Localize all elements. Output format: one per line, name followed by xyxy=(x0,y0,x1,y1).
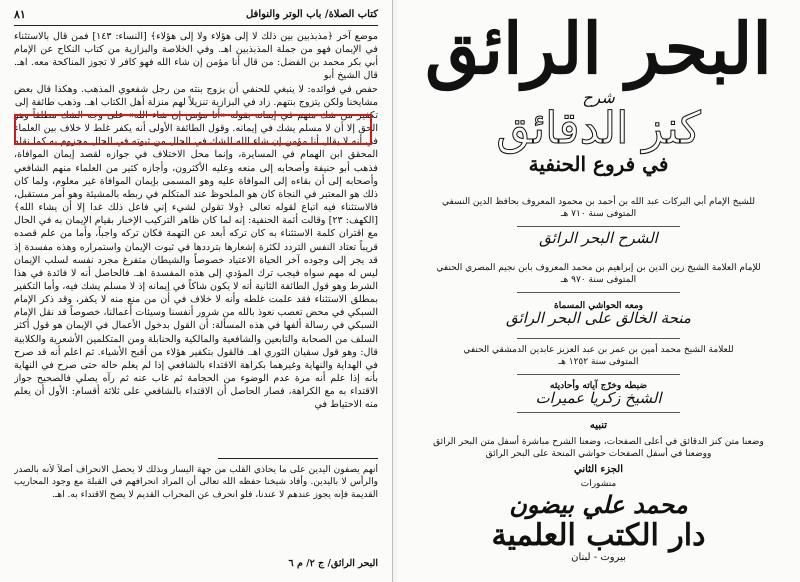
running-head xyxy=(14,7,378,26)
title-page-line: ضبطه وخرّج آياته وأحاديثه xyxy=(550,381,647,391)
title-page-line: الشرح البحر الرائق xyxy=(539,229,658,247)
book-subtitle: كنز الدقائق xyxy=(496,103,701,154)
title-page-line: الشيخ زكريا عميرات xyxy=(535,389,662,407)
title-page-line: ومعه الحواشي المسماة xyxy=(554,301,643,311)
main-text xyxy=(14,30,378,454)
separator xyxy=(517,374,680,375)
page-number: ٨١ xyxy=(14,8,26,21)
title-page-line: ووضعنا في أسفل الصفحات حواشي المنحة على البحر الرائق xyxy=(485,449,712,459)
title-page-line: للعلامة الشيخ محمد أمين بن عمر بن عبد العزيز عابدين الدمشقي الحنفي xyxy=(463,345,734,355)
title-page-line: للإمام العلامة الشيخ زين الدين بن إبراهيم بن محمد المعروف بابن نجيم المصري الحنفي xyxy=(436,263,761,273)
title-page-line: منشورات xyxy=(580,479,617,489)
title-page-line: الجزء الثاني xyxy=(574,464,623,475)
separator xyxy=(517,226,680,227)
separator xyxy=(517,412,680,413)
title-page-line: المتوفى سنة ١٢٥٢ هـ xyxy=(558,357,639,367)
right-page xyxy=(397,0,800,582)
separator xyxy=(517,338,680,339)
publisher-city: بيروت - لبنان xyxy=(571,552,626,563)
footnote: أنهم يصفون اليدين على ما يحاذي القلب من جهة اليسار وبذلك لا يحصل الانحراف أصلاً لأنه بالصدر والرأس لا باليدين. وأفاد شيخنا حفظه الله تعالى أن المراد انحرافهم في القبلة مع وجود المحاريب القديمة فإنه يجوز عندهم لا عندنا، فلو انحرف عن المحراب القديم لا يصح الاقتداء به. اهـ. xyxy=(14,465,378,500)
title-page-line: وضعنا متن كنز الدقائق في أعلى الصفحات، وضعنا الشرح مباشرة أسفل متن البحر الرائق xyxy=(433,437,764,447)
footer-signature: البحر الرائق/ ج ٢/ م ٦ xyxy=(288,558,378,569)
paragraph: تكفير من شك منهم في إيمانه بقوله «أنا مؤمن إن شاء الله» على وجه الشك مطلقاً وهو الحق إلا أن لا مسلم يشك في إيمانه. وقول الطائفة الأولى أنه يكفر غلط لا خلاف بين العلماء في أنه لا يقال أنا مؤمن إن شاء الله للشك في الحال من ثبوته في الحال مجزوم به كما نقله المحقق ابن الهمام في المسايرة، وإنما محل الاختلاف في جوازه لقصد إيمان الموافاة، فذهب أبو حنيفة وأصحابه إلى منعه وعليه الأكثرون، وأجازه كثير من العلماء منهم الشافعي وأصحابه إلى أن بقاءه إلى الموافاة عليه وهو المسمى بإيمان الموافاة غير معلوم، ولما كان ذلك هو المعتبر في النجاة كان هو الملحوظ عند المتكلم في ربطه بالمشيئة وهو أمر مستقبل، فالاستثناء فيه اتباع لقوله تعالى ﴿ولا تقولن لشيء إني فاعل ذلك غدا إلا أن يشاء الله﴾ [الكهف: ٢٣] وقالت أئمة الحنفية: إنه لما كان ظاهر التركيب الإخبار بقيام الإيمان به في الحال مع اقتران كلمة الاستثناء به كان تركه أبعد عن التهمة فكان تركه واجباً، وأما من علم قصده قريباً تعتاد النفس التردد لكثرة إشعارها بترددها في ثبوت الإيمان واستمراره وهذه مفسدة إذ قد يجر إلى وجوده آخر الحياة الاعتياد خصوصاً والشيطان متفرغ مجرد نفسه لسلب الإيمان ليس له مهم سواه فيجب ترك المؤدي إلى هذه المفسدة اهـ. فالحاصل أنه لا فائدة في هذا الشرط وهو قول الطائفة الثانية أنه لا يكون شاكاً في إيمانه إذ لا مسلم يشك فيه، وأما التكفير بمطلق الاستثناء فقد علمت غلطه وأنه لا خلاف في أن من منع منه لا يكفر، وقد ذكر الإمام السبكي في محض تعصب نعوذ بالله من شرور أنفسنا وسيئات أعمالنا، خصوصاً قد نقل الإمام السبكي في رسالة ألفها في هذه المسألة: أن القول بدخول الأعمال في الإيمان هو قول أكثر السلف من الصحابة والتابعين والشافعية والمالكية والحنابلة ومن المتكلمين الأشعرية والكلابية قال: وهو قول سفيان الثوري اهـ. فالقول بتكفير هؤلاء من أقبح الأشياء. ثم اعلم أنه قد صرح في الهداية والنهاية وغيرهما بكراهة الاقتداء بالشافعي إذا لم يعلم حاله حتى صرح في النهاية بأنه إذا علم أنه مرة عدم الوضوء من الحجامة ثم غاب عنه ثم رآه يصلي فالصحيح جواز الاقتداء به مع الكراهة، فصار الحاصل أن الاقتداء بالشافعي على ثلاثة أقسام: الأول أن يعلم منه الاحتياط في xyxy=(14,109,378,411)
title-page-line: منحة الخالق على البحر الرائق xyxy=(506,309,691,327)
publisher-house: دار الكتب العلمية xyxy=(491,518,706,553)
title-furu: في فروع الحنفية xyxy=(528,152,669,176)
footnotes xyxy=(14,464,378,556)
book-title: البحر الرائق xyxy=(425,7,772,90)
separator xyxy=(517,292,680,293)
publisher-logo xyxy=(397,486,800,566)
running-head-title: كتاب الصلاة/ باب الوتر والنوافل xyxy=(245,9,378,20)
paragraph: موضع آخر ﴿مذبذبين بين ذلك لا إلى هؤلاء ولا إلى هؤلاء﴾ [النساء: ١٤٣] فمن قال بالاستثناء في الإيمان فهو من جملة المذبذبين اهـ. وفي الخلاصة والبزازية من كتاب النكاح عن الإمام أبي بكر محمد بن الفضل: من قال أنا مؤمن إن شاء الله فهو كافر لا تجوز المناكحة معه. اهـ. قال الشيخ أبو xyxy=(14,31,378,82)
title-sharh: شرح xyxy=(582,88,615,107)
highlighted-paragraph: حفص في فوائده: لا ينبغي للحنفي أن يزوج بنته من رجل شفعوي المذهب. وهكذا قال بعض مشايخنا ولكن يتزوج بنتهم. زاد في البزازية تنزيلاً لهم منزلة أهل الكتاب اهـ. وذهب طائفة إلى xyxy=(14,83,378,108)
left-page xyxy=(0,0,393,582)
title-page-line: المتوفى سنة ٧١٠ هـ xyxy=(560,209,637,219)
title-page-line: للشيخ الإمام أبي البركات عبد الله بن أحمد بن محمود المعروف بحافظ الدين النسفي xyxy=(442,197,755,207)
footnote-divider xyxy=(218,458,378,459)
title-page-line: المتوفى سنة ٩٧٠ هـ xyxy=(560,275,637,285)
publisher-name: محمد علي بيضون xyxy=(509,490,688,519)
title-page-line: تنبيه xyxy=(589,420,608,431)
